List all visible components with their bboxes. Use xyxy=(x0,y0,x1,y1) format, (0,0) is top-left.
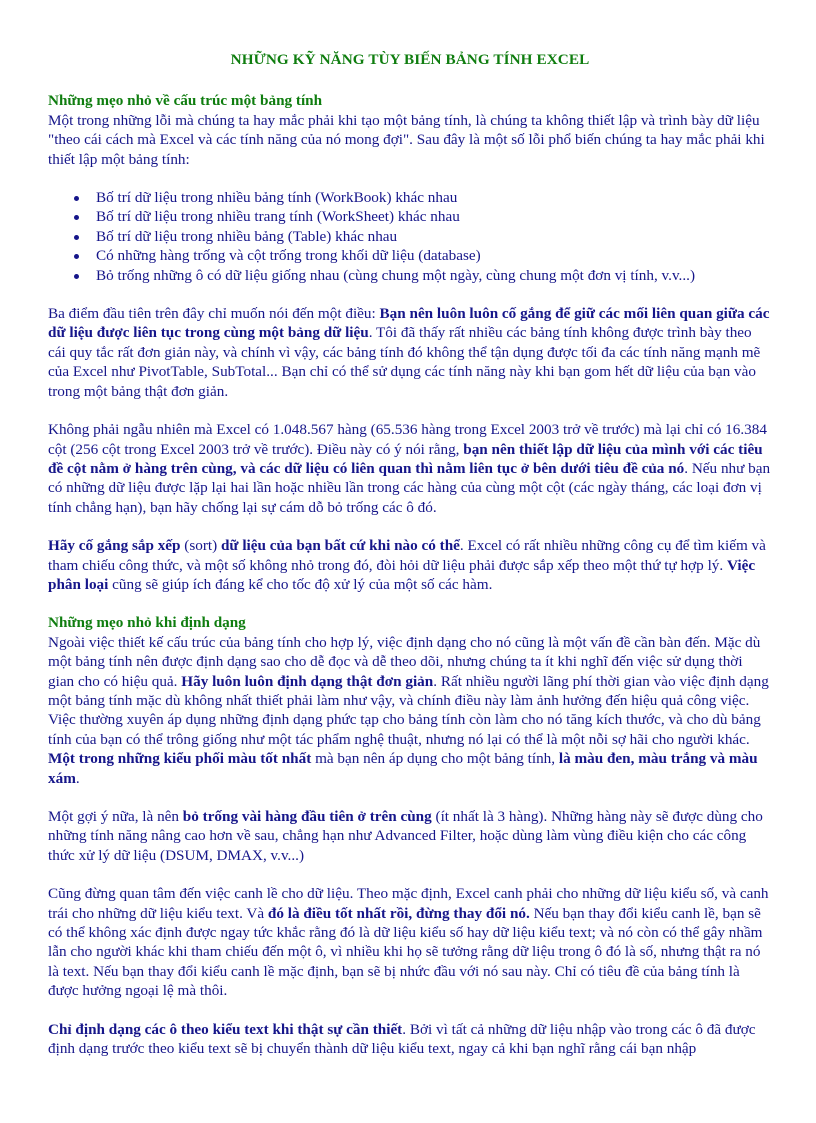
paragraph-sort: Hãy cố gắng sắp xếp (sort) dữ liệu của bạn bất cứ khi nào có thể. Excel có rất nhiều những công cụ để tìm kiếm và tham chiếu công thức, và một số không nhỏ trong đó, đòi hỏi dữ liệu phải được sắp xếp theo một thứ tự hợp lý. Việc phân loại cũng sẽ giúp ích đáng kể cho tốc độ xử lý của một số các hàm. xyxy=(48,537,766,593)
paragraph-rows-columns: Không phải ngẫu nhiên mà Excel có 1.048.567 hàng (65.536 hàng trong Excel 2003 trở về trước) mà lại chỉ có 16.384 cột (256 cột trong Excel 2003 trở về trước). Điều này có ý nói rằng, bạn nên thiết lập dữ liệu của mình với các tiêu đề cột nằm ở hàng trên cùng, và các dữ liệu có liên quan thì nằm liên tục ở bên dưới tiêu đề của nó. Nếu như bạn có những dữ liệu được lặp lại hai lần hoặc nhiều lần trong các hàng của cùng một cột (các ngày tháng, các loại đơn vị tính chẳng hạn), bạn hãy chống lại sự cám dỗ bỏ trống các ô đó. xyxy=(48,421,771,516)
paragraph-empty-top-rows: Một gợi ý nữa, là nên bỏ trống vài hàng đầu tiên ở trên cùng (ít nhất là 3 hàng). Những hàng này sẽ được dùng cho những tính năng nâng cao hơn về sau, chẳng hạn như Advanced Filter, hoặc dùng làm vùng điều kiện cho các công thức xử lý dữ liệu (DSUM, DMAX, v.v...) xyxy=(48,808,763,864)
list-item: Bố trí dữ liệu trong nhiều bảng tính (WorkBook) khác nhau xyxy=(96,188,772,207)
list-item: Bỏ trống những ô có dữ liệu giống nhau (cùng chung một ngày, cùng chung một đơn vị tính, v.v...) xyxy=(96,266,772,285)
list-item: Có những hàng trống và cột trống trong khối dữ liệu (database) xyxy=(96,246,772,265)
section-heading-formatting: Những mẹo nhỏ khi định dạng xyxy=(48,614,246,632)
paragraph-text-format: Chỉ định dạng các ô theo kiểu text khi thật sự cần thiết. Bởi vì tất cả những dữ liệu nhập vào trong các ô đã được định dạng trước theo kiểu text sẽ bị chuyển thành dữ liệu kiểu text, ngay cả khi bạn nghĩ rằng cái bạn nhập xyxy=(48,1020,756,1058)
list-item: Bố trí dữ liệu trong nhiều trang tính (WorkSheet) khác nhau xyxy=(96,207,772,226)
document-title: NHỮNG KỸ NĂNG TÙY BIẾN BẢNG TÍNH EXCEL xyxy=(230,51,590,68)
list-item: Bố trí dữ liệu trong nhiều bảng (Table) khác nhau xyxy=(96,227,772,246)
section-heading-structure: Những mẹo nhỏ về cấu trúc một bảng tính xyxy=(48,92,323,110)
document-page xyxy=(48,50,772,1077)
paragraph-keep-data-together: Ba điểm đầu tiên trên đây chỉ muốn nói đến một điều: Bạn nên luôn luôn cố gắng để giữ các mối liên quan giữa các dữ liệu được liên tục trong cùng một bảng dữ liệu. Tôi đã thấy rất nhiều các bảng tính không được trình bày theo cái quy tắc rất đơn giản này, và chính vì vậy, các bảng tính đó không thể tận dụng được tối đa các tính năng mạnh mẽ của Excel như PivotTable, SubTotal... Bạn chỉ có thể sử dụng các tính năng này khi bạn gom hết dữ liệu của bạn vào trong một bảng thật đơn giản. xyxy=(48,305,770,400)
common-mistakes-list xyxy=(48,188,772,285)
paragraph-formatting-simple: Ngoài việc thiết kế cấu trúc của bảng tính cho hợp lý, việc định dạng cho nó cũng là một vấn đề cần bàn đến. Mặc dù một bảng tính nên được định dạng sao cho dễ đọc và dễ theo dõi, nhưng chúng ta ít khi nghĩ đến việc sử dụng thời gian cho có hiệu quả. Hãy luôn luôn định dạng thật đơn giản. Rất nhiều người lãng phí thời gian vào việc định dạng một bảng tính mặc dù không nhất thiết phải làm như vậy, và chính điều này làm ảnh hưởng đến hiệu quả công việc. Việc thường xuyên áp dụng những định dạng phức tạp cho bảng tính còn làm cho nó tăng kích thước, và cho dù bảng tính của bạn có thể trông giống như một tác phẩm nghệ thuật, nhưng nó lại có thể là một nỗi sợ hãi cho người khác. Một trong những kiểu phối màu tốt nhất mà bạn nên áp dụng cho một bảng tính, là màu đen, màu trắng và màu xám. xyxy=(48,633,769,787)
paragraph-alignment: Cũng đừng quan tâm đến việc canh lề cho dữ liệu. Theo mặc định, Excel canh phải cho những dữ liệu kiểu số, và canh trái cho những dữ liệu kiểu text. Và đó là điều tốt nhất rồi, đừng thay đổi nó. Nếu bạn thay đổi kiểu canh lề, bạn sẽ có thể không xác định được ngay tức khắc rằng đó là dữ liệu kiểu số hay dữ liệu kiểu text; và nó còn có thể gây nhầm lẫn cho người khác khi tham chiếu đến một ô, vì nhiều khi họ sẽ tưởng rằng dữ liệu trong ô đó là số, nhưng thật ra nó là text. Nếu bạn thay đổi kiểu canh lề mặc định, bạn sẽ bị nhức đầu với nó sau này. Chỉ có tiêu đề của bảng tính là được hưởng ngoại lệ mà thôi. xyxy=(48,885,769,1000)
paragraph-intro: Một trong những lỗi mà chúng ta hay mắc phải khi tạo một bảng tính, là chúng ta không thiết lập và trình bày dữ liệu "theo cái cách mà Excel và các tính năng của nó mong đợi". Sau đây là một số lỗi phổ biến chúng ta hay mắc phải khi thiết lập một bảng tính: xyxy=(48,111,765,168)
